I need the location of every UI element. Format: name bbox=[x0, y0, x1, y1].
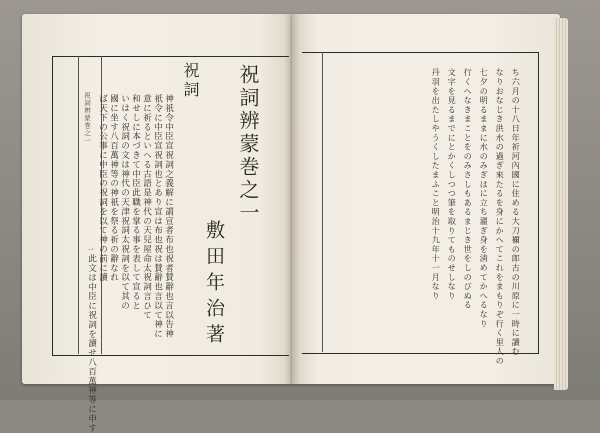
cursive-column: 行くへなきまことをのみさしもあるまじき世をしのびぬる bbox=[463, 68, 474, 310]
body-column: ば天下の公事に中臣の祝詞を以て神の前に讀 bbox=[97, 94, 108, 282]
open-book bbox=[22, 14, 562, 433]
body-column: 此文は中臣に祝詞を讀せ八百萬神等に申す bbox=[86, 254, 97, 433]
page-title: 祝詞辨蒙巻之一 bbox=[236, 64, 260, 225]
cursive-column: 丹羽を出たしやうくしたまふこと明治十九年十一月なり bbox=[431, 68, 442, 301]
cursive-column: ち六月の十八日年祈河內國に住める大刀禰の郎古の川原に一時に讀む bbox=[511, 68, 522, 357]
body-column: いはく祝詞の文は神代の天津祝詞太祝詞を以て其の bbox=[119, 94, 130, 311]
body-column: 國に坐す八百萬神等の神祇を祭る祈の辭なれ bbox=[108, 94, 119, 282]
body-column: 和せしに本づきて中臣此職を掌る事を表して宣ると bbox=[130, 94, 141, 311]
cursive-column: 文字を見るまでにとかくしつつ筆を取りてものせしなり bbox=[447, 68, 458, 301]
left-margin-title: 祝詞辨蒙巻之一 bbox=[83, 92, 91, 145]
body-column: 意に祈るといへる古語是神代の天兒屋命太祝詞言ひて bbox=[141, 94, 152, 320]
cursive-column: なりおなじき洪水の過ぎ來たるを身にかへてこれをまもりぞ行く里人の bbox=[495, 68, 506, 366]
author-line: 敷田年治著 bbox=[203, 220, 225, 350]
body-column: 神祇令中臣宣祝詞之義解に謂宣者布也祝者賛辭也言以告神 bbox=[163, 94, 174, 339]
page-edges bbox=[554, 18, 568, 390]
section-heading: 祝詞 bbox=[181, 62, 200, 100]
folio-number: 一 bbox=[86, 246, 94, 253]
cursive-column: 七夕の明るままに水のみぎはに立ち濯ぎ身を淸めてかへるなり bbox=[479, 68, 490, 329]
right-inner-rule bbox=[322, 52, 341, 352]
body-column: 祇令に中臣宣祝詞也とあり宣は布也祝は賛辭也言以て神に bbox=[152, 94, 163, 339]
